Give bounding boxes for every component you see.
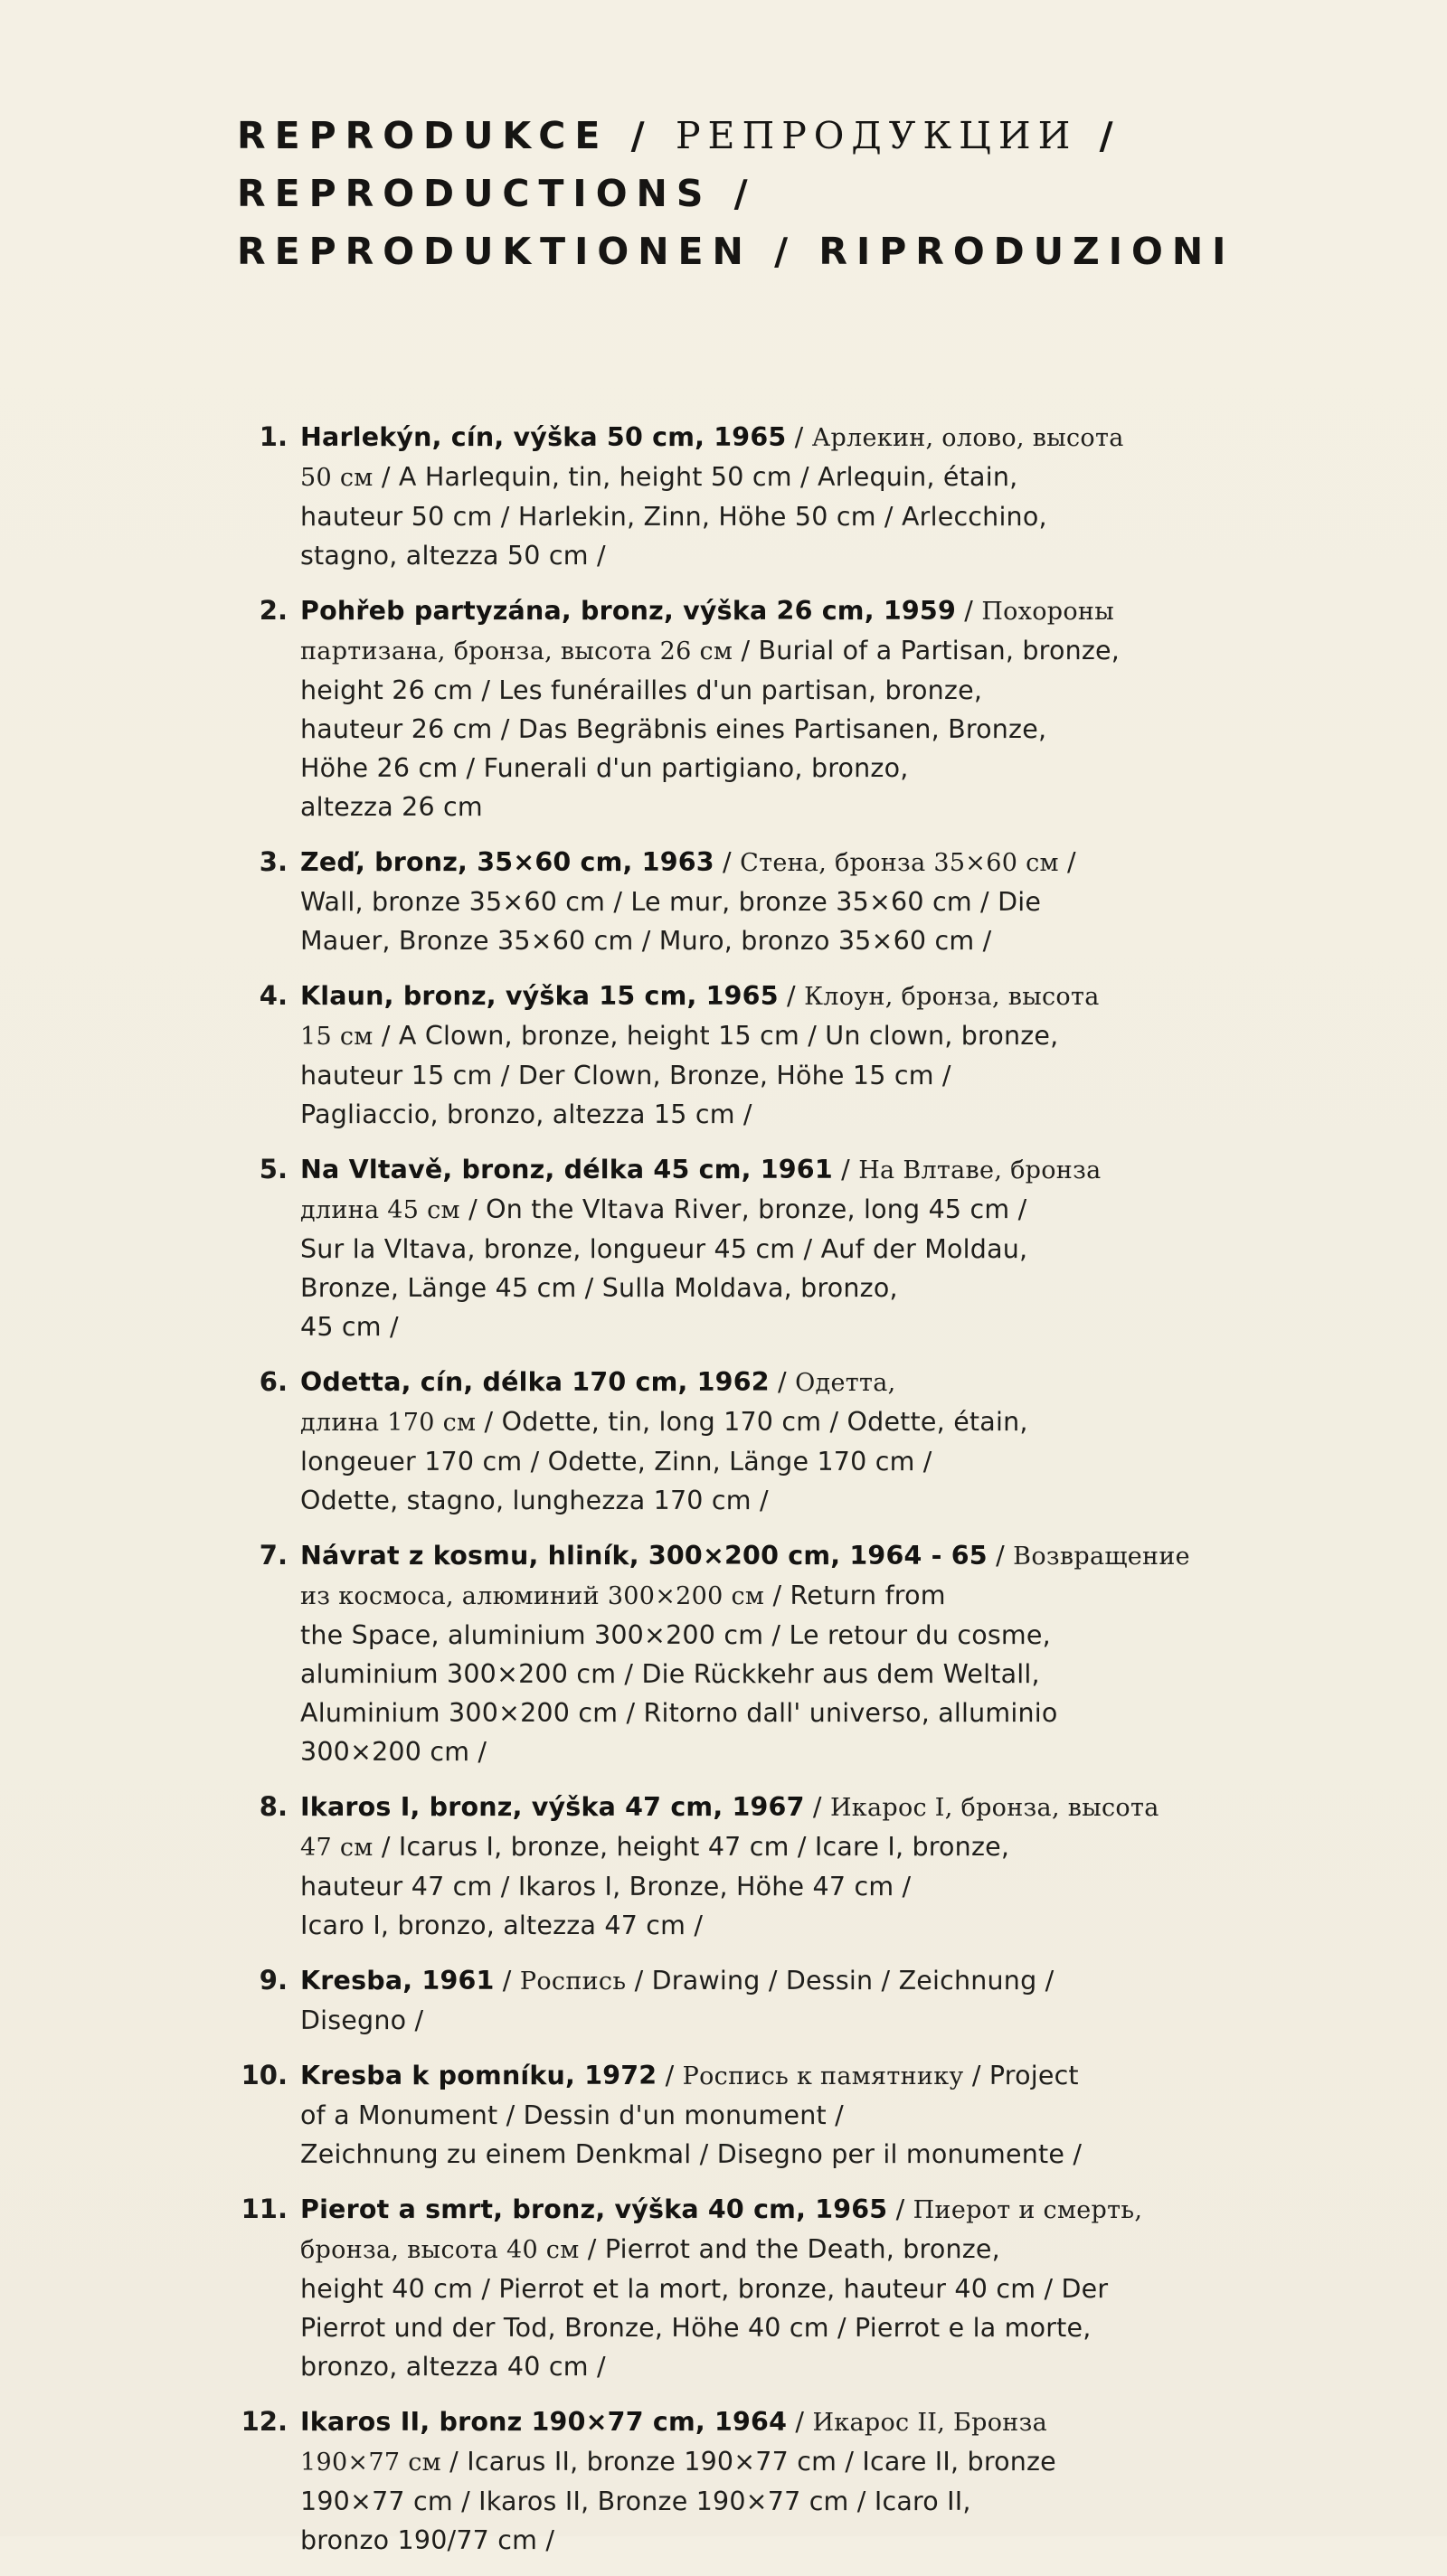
item-text: hauteur 50 cm / Harlekin, Zinn, Höhe 50 cm / Arlecchino, <box>300 502 1047 532</box>
item-text: Mauer, Bronze 35×60 cm / Muro, bronzo 35×60 cm / <box>300 926 992 956</box>
item-russian-text: Возвращение <box>1013 1543 1190 1571</box>
item-text: / Return from <box>764 1581 946 1610</box>
item-text-line <box>300 1616 1366 1655</box>
item-text: stagno, altezza 50 cm / <box>300 541 606 571</box>
list-item <box>217 977 1366 1134</box>
item-russian-text: Роспись <box>519 1967 627 1996</box>
item-text: of a Monument / Dessin d'un monument / <box>300 2100 844 2130</box>
list-item <box>217 2056 1366 2174</box>
item-text-line <box>300 921 1366 960</box>
item-text-line <box>300 977 1366 1016</box>
item-text-line <box>300 2230 1366 2269</box>
item-text-line <box>300 2402 1366 2442</box>
item-text: altezza 26 cm <box>300 792 483 822</box>
list-item <box>217 1536 1366 1771</box>
item-text-line <box>300 497 1366 536</box>
item-text-line <box>300 2269 1366 2308</box>
item-russian-text: Клоун, бронза, высота <box>804 983 1100 1011</box>
list-item <box>217 2190 1366 2386</box>
item-text-line <box>300 1269 1366 1307</box>
item-text-line <box>300 2135 1366 2174</box>
item-text-line <box>300 536 1366 575</box>
item-text-line <box>300 1732 1366 1771</box>
item-text: Odette, stagno, lunghezza 170 cm / <box>300 1486 769 1515</box>
page-heading <box>237 107 1376 280</box>
item-russian-text: Стена, бронза 35×60 см <box>740 849 1059 877</box>
item-text: 190×77 cm / Ikaros II, Bronze 190×77 cm / Icaro II, <box>300 2486 971 2516</box>
item-number: 8. <box>259 1791 288 1822</box>
list-item <box>217 1150 1366 1346</box>
item-text: / <box>804 1792 830 1822</box>
item-text-line <box>300 788 1366 826</box>
item-text: Disegno / <box>300 2005 424 2035</box>
item-text: hauteur 15 cm / Der Clown, Bronze, Höhe 15 cm / <box>300 1061 951 1090</box>
item-title: Harlekýn, cín, výška 50 cm, 1965 <box>300 422 787 452</box>
item-number: 7. <box>259 1540 288 1571</box>
item-text-line <box>300 1961 1366 2001</box>
item-text-line <box>300 2521 1366 2560</box>
item-text-line <box>300 418 1366 458</box>
item-text-line <box>300 2056 1366 2096</box>
item-text: / <box>1058 847 1076 877</box>
heading-russian: РЕПРОДУКЦИИ <box>675 114 1078 157</box>
heading-line-1 <box>237 107 1376 165</box>
item-russian-text: Икарос II, Бронза <box>812 2409 1048 2437</box>
item-text: Sur la Vltava, bronze, longueur 45 cm / Auf der Moldau, <box>300 1234 1028 1264</box>
item-text: hauteur 26 cm / Das Begräbnis eines Partisanen, Bronze, <box>300 714 1047 744</box>
heading-line-2: REPRODUCTIONS / <box>237 172 757 215</box>
item-text: / <box>494 1966 520 1996</box>
item-text-line <box>300 843 1366 882</box>
item-text-line <box>300 1536 1366 1576</box>
item-text-line <box>300 591 1366 631</box>
item-text: / A Clown, bronze, height 15 cm / Un clown, bronze, <box>373 1021 1059 1051</box>
item-number: 4. <box>259 980 288 1011</box>
item-russian-text: бронза, высота 40 см <box>300 2236 580 2264</box>
item-text-line <box>300 749 1366 788</box>
item-russian-text: длина 170 см <box>300 1409 477 1437</box>
item-russian-text: из космоса, алюминий 300×200 см <box>300 1582 765 1610</box>
reproductions-list <box>217 418 1366 2576</box>
item-text: / <box>955 596 982 626</box>
list-item <box>217 591 1366 826</box>
item-text-line <box>300 1016 1366 1056</box>
item-text: / On the Vltava River, bronze, long 45 cm / <box>459 1194 1027 1224</box>
item-text: / Odette, tin, long 170 cm / Odette, étain, <box>476 1407 1028 1437</box>
item-text-line <box>300 1867 1366 1906</box>
item-text-line <box>300 1230 1366 1269</box>
item-russian-text: Пиерот и смерть, <box>913 2196 1143 2224</box>
item-number: 12. <box>241 2406 288 2437</box>
item-number: 9. <box>259 1965 288 1996</box>
item-title: Odetta, cín, délka 170 cm, 1962 <box>300 1367 770 1397</box>
item-text: Bronze, Länge 45 cm / Sulla Moldava, bronzo, <box>300 1273 898 1303</box>
item-text: Icaro I, bronzo, altezza 47 cm / <box>300 1911 704 1940</box>
item-text: the Space, aluminium 300×200 cm / Le retour du cosme, <box>300 1620 1051 1650</box>
item-text: bronzo 190/77 cm / <box>300 2525 555 2555</box>
heading-line-3: REPRODUKTIONEN / RIPRODUZIONI <box>237 230 1235 273</box>
item-text-line <box>300 1095 1366 1134</box>
item-russian-text: Одетта, <box>795 1369 896 1397</box>
item-text-line <box>300 1150 1366 1190</box>
item-title: Kresba k pomníku, 1972 <box>300 2061 657 2090</box>
item-title: Pierot a smrt, bronz, výška 40 cm, 1965 <box>300 2194 888 2224</box>
item-text-line <box>300 2442 1366 2482</box>
item-text: bronzo, altezza 40 cm / <box>300 2352 606 2382</box>
item-text: / Icarus II, bronze 190×77 cm / Icare II, bronze <box>440 2447 1056 2477</box>
item-text: / Pierrot and the Death, bronze, <box>579 2234 1000 2264</box>
item-russian-text: 190×77 см <box>300 2449 441 2477</box>
item-text-line <box>300 1307 1366 1346</box>
item-text: / Drawing / Dessin / Zeichnung / <box>626 1966 1055 1996</box>
item-number: 10. <box>241 2060 288 2090</box>
item-text: / <box>987 1541 1014 1571</box>
item-text: 45 cm / <box>300 1312 399 1342</box>
item-text: Höhe 26 cm / Funerali d'un partigiano, bronzo, <box>300 753 909 783</box>
list-item <box>217 418 1366 575</box>
item-text: height 26 cm / Les funérailles d'un partisan, bronze, <box>300 675 983 705</box>
item-text: Aluminium 300×200 cm / Ritorno dall' universo, alluminio <box>300 1698 1058 1728</box>
list-item <box>217 1961 1366 2040</box>
item-title: Ikaros I, bronz, výška 47 cm, 1967 <box>300 1792 805 1822</box>
item-text-line <box>300 2001 1366 2040</box>
item-russian-text: 50 см <box>300 464 374 492</box>
item-text: / Icarus I, bronze, height 47 cm / Icare I, bronze, <box>373 1832 1010 1862</box>
item-text: / <box>714 847 741 877</box>
item-text-line <box>300 710 1366 749</box>
item-text: Zeichnung zu einem Denkmal / Disegno per il monumente / <box>300 2139 1083 2169</box>
item-text: height 40 cm / Pierrot et la mort, bronze, hauteur 40 cm / Der <box>300 2274 1109 2304</box>
item-text-line <box>300 1694 1366 1732</box>
item-text-line <box>300 1402 1366 1442</box>
item-russian-text: Роспись к памятнику <box>682 2062 964 2090</box>
list-item <box>217 843 1366 960</box>
item-number: 11. <box>241 2194 288 2224</box>
item-text: hauteur 47 cm / Ikaros I, Bronze, Höhe 47 cm / <box>300 1872 912 1901</box>
item-text: 300×200 cm / <box>300 1737 487 1767</box>
item-text-line <box>300 671 1366 710</box>
item-title: Pohřeb partyzána, bronz, výška 26 cm, 1959 <box>300 596 956 626</box>
item-russian-text: Арлекин, олово, высота <box>811 424 1124 452</box>
item-number: 5. <box>259 1154 288 1184</box>
item-text: / <box>769 1367 796 1397</box>
item-text: Pierrot und der Tod, Bronze, Höhe 40 cm / Pierrot e la morte, <box>300 2313 1092 2343</box>
item-title: Kresba, 1961 <box>300 1966 495 1996</box>
item-text-line <box>300 1056 1366 1095</box>
item-text-line <box>300 1576 1366 1616</box>
item-text-line <box>300 2096 1366 2135</box>
item-text-line <box>300 1906 1366 1945</box>
item-text-line <box>300 2482 1366 2521</box>
item-text: aluminium 300×200 cm / Die Rückkehr aus dem Weltall, <box>300 1659 1040 1689</box>
item-russian-text: 47 см <box>300 1834 374 1862</box>
item-text-line <box>300 1363 1366 1402</box>
list-item <box>217 1363 1366 1520</box>
item-text: / Burial of a Partisan, bronze, <box>733 636 1120 665</box>
list-item <box>217 1788 1366 1945</box>
item-text: / A Harlequin, tin, height 50 cm / Arlequin, étain, <box>373 462 1018 492</box>
item-text: Pagliaccio, bronzo, altezza 15 cm / <box>300 1099 752 1129</box>
item-russian-text: На Влтаве, бронза <box>858 1156 1102 1184</box>
item-title: Na Vltavě, bronz, délka 45 cm, 1961 <box>300 1155 833 1184</box>
item-text-line <box>300 1827 1366 1867</box>
item-title: Klaun, bronz, výška 15 cm, 1965 <box>300 981 779 1011</box>
item-number: 2. <box>259 595 288 626</box>
item-text-line <box>300 1190 1366 1230</box>
item-russian-text: 15 см <box>300 1023 374 1051</box>
item-text: longeuer 170 cm / Odette, Zinn, Länge 170 cm / <box>300 1447 932 1477</box>
item-russian-text: партизана, бронза, высота 26 см <box>300 637 733 665</box>
item-russian-text: Похороны <box>981 598 1115 626</box>
item-russian-text: Икарос I, бронза, высота <box>829 1794 1159 1822</box>
item-text: / <box>832 1155 859 1184</box>
item-text-line <box>300 1481 1366 1520</box>
item-number: 1. <box>259 421 288 452</box>
heading-czech: REPRODUKCE / <box>237 114 676 157</box>
item-number: 6. <box>259 1366 288 1397</box>
item-text-line <box>300 882 1366 921</box>
item-text: / <box>787 2407 813 2437</box>
item-text: / <box>778 981 805 1011</box>
item-text-line <box>300 2308 1366 2347</box>
item-text-line <box>300 1655 1366 1694</box>
item-text-line <box>300 458 1366 497</box>
item-russian-text: длина 45 см <box>300 1196 460 1224</box>
item-title: Ikaros II, bronz 190×77 cm, 1964 <box>300 2407 788 2437</box>
item-number: 3. <box>259 846 288 877</box>
item-text-line <box>300 631 1366 671</box>
item-text-line <box>300 1442 1366 1481</box>
item-text-line <box>300 2190 1366 2230</box>
item-text-line <box>300 2347 1366 2386</box>
heading-separator: / <box>1077 114 1122 157</box>
item-text-line <box>300 1788 1366 1827</box>
item-text: Wall, bronze 35×60 cm / Le mur, bronze 35×60 cm / Die <box>300 887 1042 917</box>
item-title: Zeď, bronz, 35×60 cm, 1963 <box>300 847 714 877</box>
item-text: / <box>657 2061 683 2090</box>
item-text: / <box>887 2194 913 2224</box>
item-text: / Project <box>963 2061 1079 2090</box>
item-text: / <box>786 422 812 452</box>
item-title: Návrat z kosmu, hliník, 300×200 cm, 1964 - 65 <box>300 1541 988 1571</box>
